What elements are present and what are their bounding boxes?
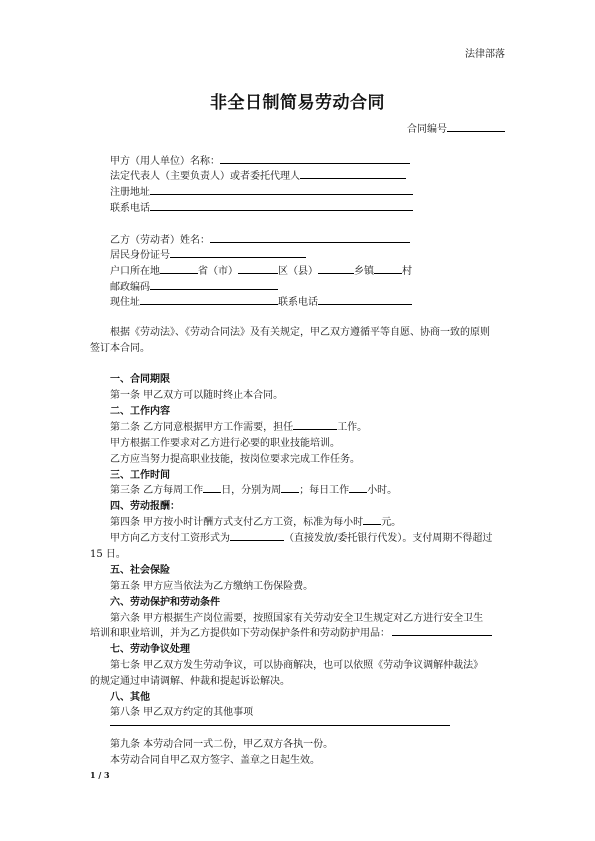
position-blank bbox=[293, 418, 337, 430]
town-blank bbox=[318, 262, 354, 274]
article-2-text-a: 第二条 乙方同意根据甲方工作需要，担任 bbox=[110, 422, 294, 433]
article-2-line-3: 乙方应当努力提高职业技能，按岗位要求完成工作任务。 bbox=[110, 454, 360, 465]
article-8: 第八条 甲乙双方约定的其他事项 bbox=[110, 707, 254, 718]
party-b-phone-label: 联系电话 bbox=[278, 297, 318, 308]
protection-blank bbox=[392, 624, 492, 636]
province-label: 省（市） bbox=[198, 266, 238, 277]
page-number: 1 / 3 bbox=[90, 770, 110, 780]
payment-form-blank bbox=[230, 529, 284, 541]
party-b-postcode-row bbox=[110, 278, 278, 293]
party-b-id-row bbox=[110, 246, 306, 261]
contract-number-label: 合同编号 bbox=[407, 124, 447, 135]
party-b-name-row bbox=[110, 231, 410, 246]
party-b-name-blank bbox=[210, 231, 410, 243]
article-4-line-2-text-a: 甲方向乙方支付工资形式为 bbox=[110, 533, 230, 544]
party-b-id-blank bbox=[170, 246, 306, 258]
article-9: 第九条 本劳动合同一式二份，甲乙双方各执一份。 bbox=[110, 739, 334, 750]
party-b-current-address-label: 现住址 bbox=[110, 297, 140, 308]
other-matters-blank bbox=[110, 725, 450, 726]
article-5: 第五条 甲方应当依法为乙方缴纳工伤保险费。 bbox=[110, 581, 314, 592]
preamble-line-1: 根据《劳动法》、《劳动合同法》及有关规定，甲乙双方遵循平等自愿、协商一致的原则 bbox=[110, 327, 490, 338]
party-b-postcode-blank bbox=[150, 278, 278, 290]
article-1: 第一条 甲乙双方可以随时终止本合同。 bbox=[110, 390, 284, 401]
section-5-title: 五、社会保险 bbox=[110, 565, 170, 576]
party-b-hukou-row bbox=[110, 262, 412, 277]
party-b-current-address-row bbox=[110, 293, 412, 308]
party-b-id-label: 居民身份证号 bbox=[110, 250, 170, 261]
party-a-name-row bbox=[110, 152, 410, 167]
article-3-text-d: 小时。 bbox=[367, 485, 398, 496]
article-3-text-c: ；每日工作 bbox=[299, 485, 350, 496]
party-a-name-blank bbox=[220, 152, 410, 164]
article-4-line-3: 15 日。 bbox=[90, 549, 126, 560]
article-2-text-b: 工作。 bbox=[337, 422, 368, 433]
village-label: 村 bbox=[402, 266, 412, 277]
party-b-phone-blank bbox=[318, 293, 412, 305]
article-9-line-2: 本劳动合同自甲乙双方签字、盖章之日起生效。 bbox=[110, 755, 320, 766]
header-label: 法律部落 bbox=[465, 49, 505, 60]
party-a-address-row bbox=[110, 183, 413, 198]
party-a-address-blank bbox=[150, 183, 413, 195]
article-3 bbox=[110, 481, 397, 496]
party-a-phone-blank bbox=[150, 199, 413, 211]
province-blank bbox=[160, 262, 198, 274]
district-label: 区（县） bbox=[278, 266, 318, 277]
hours-per-day-blank bbox=[349, 481, 367, 493]
party-b-name-label: 乙方（劳动者）姓名： bbox=[110, 235, 210, 246]
district-blank bbox=[238, 262, 278, 274]
article-6-line-2 bbox=[90, 624, 492, 639]
article-6-line-1: 第六条 甲方根据生产岗位需要，按照国家有关劳动安全卫生规定对乙方进行安全卫生 bbox=[110, 613, 484, 624]
article-2 bbox=[110, 418, 367, 433]
document-title: 非全日制简易劳动合同 bbox=[210, 93, 385, 113]
party-a-rep-blank bbox=[300, 167, 406, 179]
section-1-title: 一、合同期限 bbox=[110, 374, 170, 385]
party-a-phone-label: 联系电话 bbox=[110, 203, 150, 214]
preamble-line-2: 签订本合同。 bbox=[90, 343, 150, 354]
article-6-line-2-text: 培训和职业培训，并为乙方提供如下劳动保护条件和劳动防护用品： bbox=[90, 628, 390, 639]
article-3-text-b: 日，分别为周 bbox=[221, 485, 282, 496]
article-4-text-b: 元。 bbox=[381, 517, 402, 528]
article-7-line-1: 第七条 甲乙双方发生劳动争议，可以协商解决，也可以依照《劳动争议调解仲裁法》 bbox=[110, 660, 484, 671]
article-4 bbox=[110, 513, 401, 528]
article-4-text-a: 第四条 甲方按小时计酬方式支付乙方工资，标准为每小时 bbox=[110, 517, 364, 528]
weekdays-blank bbox=[281, 481, 299, 493]
hourly-rate-blank bbox=[363, 513, 381, 525]
village-blank bbox=[374, 262, 402, 274]
section-7-title: 七、劳动争议处理 bbox=[110, 644, 190, 655]
days-per-week-blank bbox=[203, 481, 221, 493]
section-4-title: 四、劳动报酬： bbox=[110, 501, 180, 512]
article-2-line-2: 甲方根据工作要求对乙方进行必要的职业技能培训。 bbox=[110, 438, 340, 449]
contract-number-field bbox=[407, 120, 505, 135]
party-a-address-label: 注册地址 bbox=[110, 187, 150, 198]
section-3-title: 三、工作时间 bbox=[110, 470, 170, 481]
section-2-title: 二、工作内容 bbox=[110, 406, 170, 417]
article-4-line-2 bbox=[110, 529, 492, 544]
party-b-hukou-label: 户口所在地 bbox=[110, 266, 160, 277]
section-6-title: 六、劳动保护和劳动条件 bbox=[110, 597, 220, 608]
party-a-name-label: 甲方（用人单位）名称： bbox=[110, 156, 220, 167]
party-a-phone-row bbox=[110, 199, 413, 214]
article-3-text-a: 第三条 乙方每周工作 bbox=[110, 485, 204, 496]
section-8-title: 八、其他 bbox=[110, 692, 150, 703]
article-4-line-2-text-b: （直接发放/委托银行代发）。支付周期不得超过 bbox=[284, 533, 493, 544]
contract-number-blank bbox=[447, 120, 505, 132]
party-a-rep-label: 法定代表人（主要负责人）或者委托代理人 bbox=[110, 171, 300, 182]
party-b-current-address-blank bbox=[140, 293, 278, 305]
party-a-rep-row bbox=[110, 167, 406, 182]
party-b-postcode-label: 邮政编码 bbox=[110, 282, 150, 293]
town-label: 乡镇 bbox=[354, 266, 374, 277]
article-7-line-2: 的规定通过申请调解、仲裁和提起诉讼解决。 bbox=[90, 676, 290, 687]
